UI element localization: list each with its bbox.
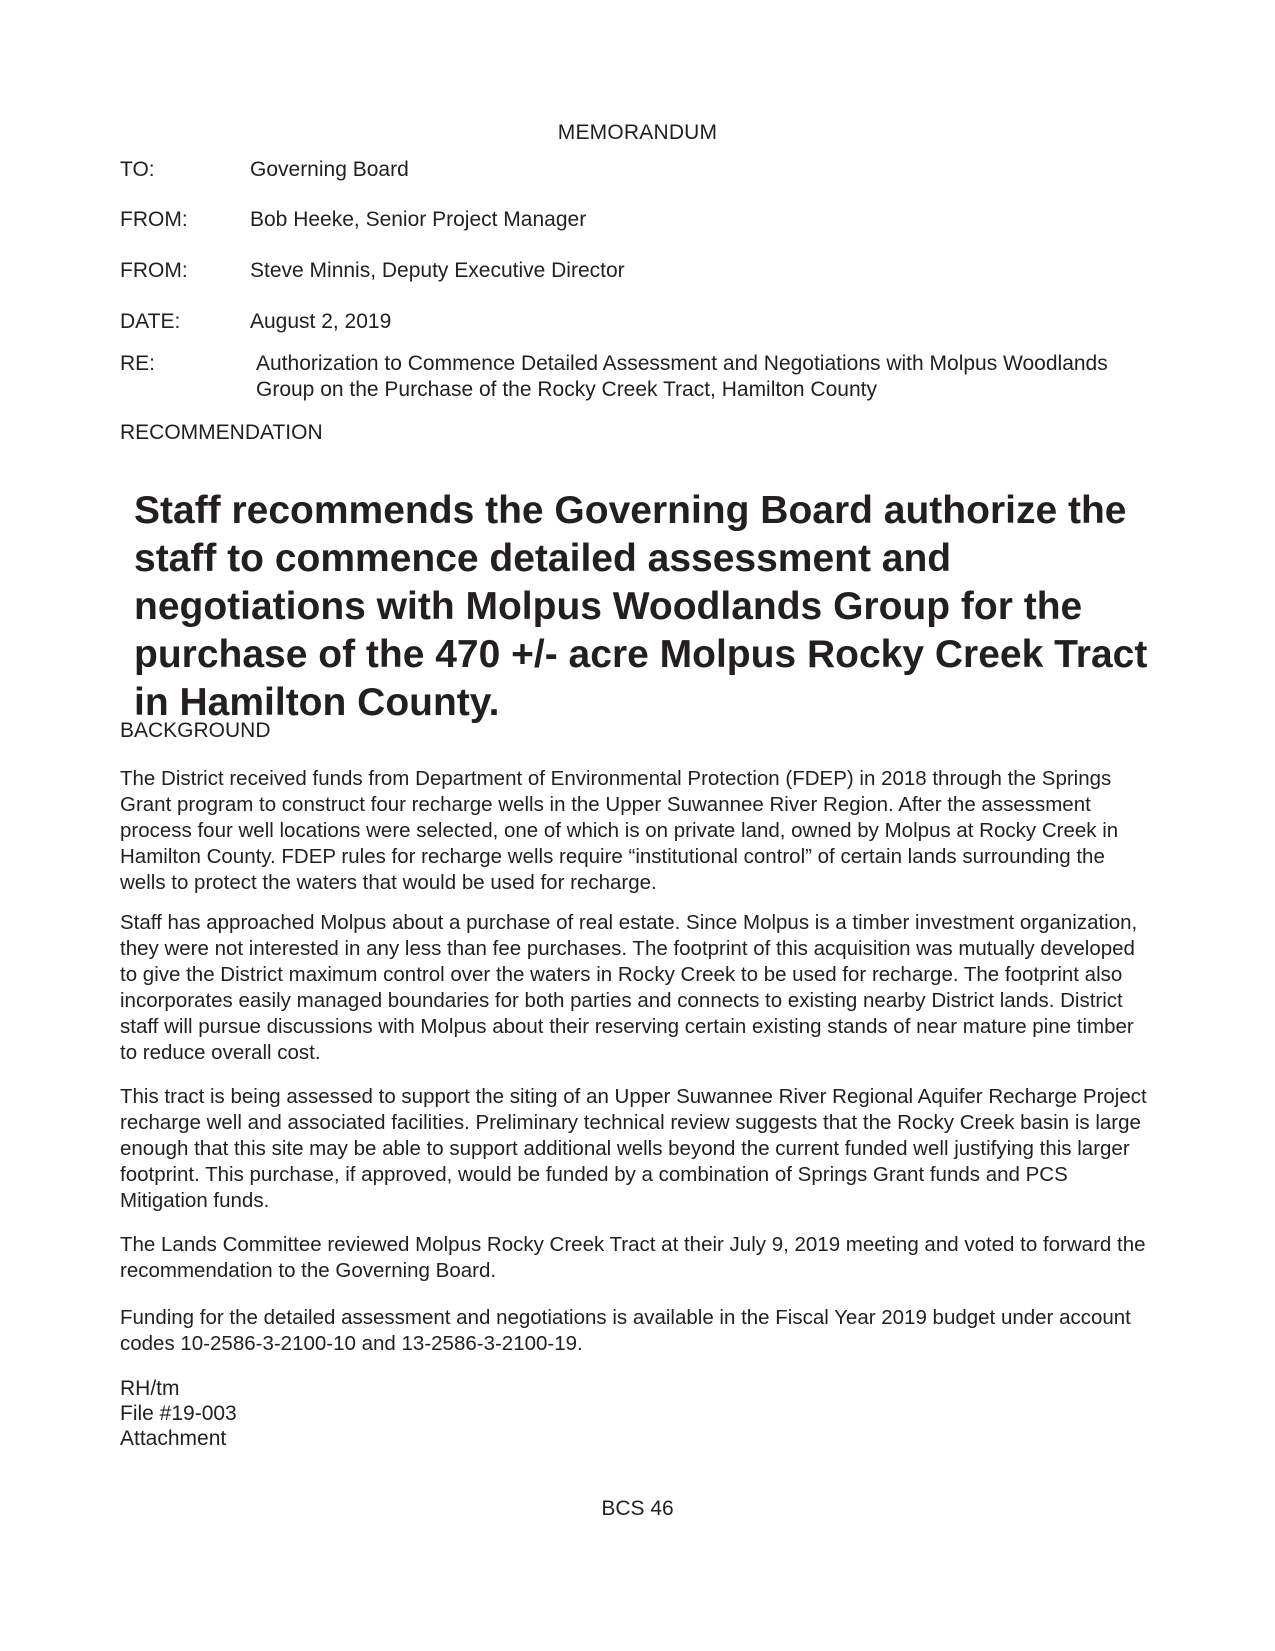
header-to-label: TO: (120, 158, 155, 181)
footer-attachment: Attachment (120, 1427, 227, 1450)
background-paragraph-4: The Lands Committee reviewed Molpus Rocky Creek Tract at their July 9, 2019 meeting and voted to forward the recommendation to the Governing Board. (120, 1233, 1146, 1282)
header-from-1-label: FROM: (120, 208, 188, 231)
background-heading: BACKGROUND (120, 719, 271, 742)
header-re-label: RE: (120, 352, 156, 375)
recommendation-text: Staff recommends the Governing Board authorize the staff to commence detailed assessment and negotiations with Molpus Woodlands Group for the purchase of the 470 +/- acre Molpus Rocky Creek Tract in Hamilton County. (134, 489, 1148, 724)
background-paragraph-1: The District received funds from Department of Environmental Protection (FDEP) in 2018 through the Springs Grant program to construct four recharge wells in the Upper Suwannee River Region. After the assessment process four well locations were selected, one of which is on private land, owned by Molpus at Rocky Creek in Hamilton County. FDEP rules for recharge wells require “institutional control” of certain lands surrounding the wells to protect the waters that would be used for recharge. (120, 767, 1119, 894)
header-date-value: August 2, 2019 (250, 310, 392, 333)
page-number: BCS 46 (601, 1497, 674, 1520)
header-from-2-value: Steve Minnis, Deputy Executive Director (250, 259, 625, 282)
header-from-1-value: Bob Heeke, Senior Project Manager (250, 208, 587, 231)
header-re-value: Authorization to Commence Detailed Assessment and Negotiations with Molpus Woodlands Group on the Purchase of the Rocky Creek Tract, Hamilton County (256, 352, 1108, 401)
background-paragraph-3: This tract is being assessed to support the siting of an Upper Suwannee River Regional Aquifer Recharge Project recharge well and associated facilities. Preliminary technical review suggests that the Rocky Creek basin is large enough that this site may be able to support additional wells beyond the current funded well justifying this larger footprint. This purchase, if approved, would be funded by a combination of Springs Grant funds and PCS Mitigation funds. (120, 1085, 1147, 1212)
footer-file-number: File #19-003 (120, 1402, 237, 1425)
background-paragraph-2: Staff has approached Molpus about a purchase of real estate. Since Molpus is a timber investment organization, they were not interested in any less than fee purchases. The footprint of this acquisition was mutually developed to give the District maximum control over the waters in Rocky Creek to be used for recharge. The footprint also incorporates easily managed boundaries for both parties and connects to existing nearby District lands. District staff will pursue discussions with Molpus about their reserving certain existing stands of near mature pine timber to reduce overall cost. (120, 911, 1138, 1064)
memo-footer (120, 1376, 237, 1451)
header-to-value: Governing Board (250, 158, 409, 181)
memo-title: MEMORANDUM (557, 121, 718, 144)
recommendation-heading: RECOMMENDATION (120, 421, 323, 444)
header-date-label: DATE: (120, 310, 181, 333)
background-paragraph-5: Funding for the detailed assessment and negotiations is available in the Fiscal Year 2019 budget under account codes 10-2586-3-2100-10 and 13-2586-3-2100-19. (120, 1306, 1131, 1355)
header-from-2-label: FROM: (120, 259, 188, 282)
footer-initials: RH/tm (120, 1377, 180, 1400)
